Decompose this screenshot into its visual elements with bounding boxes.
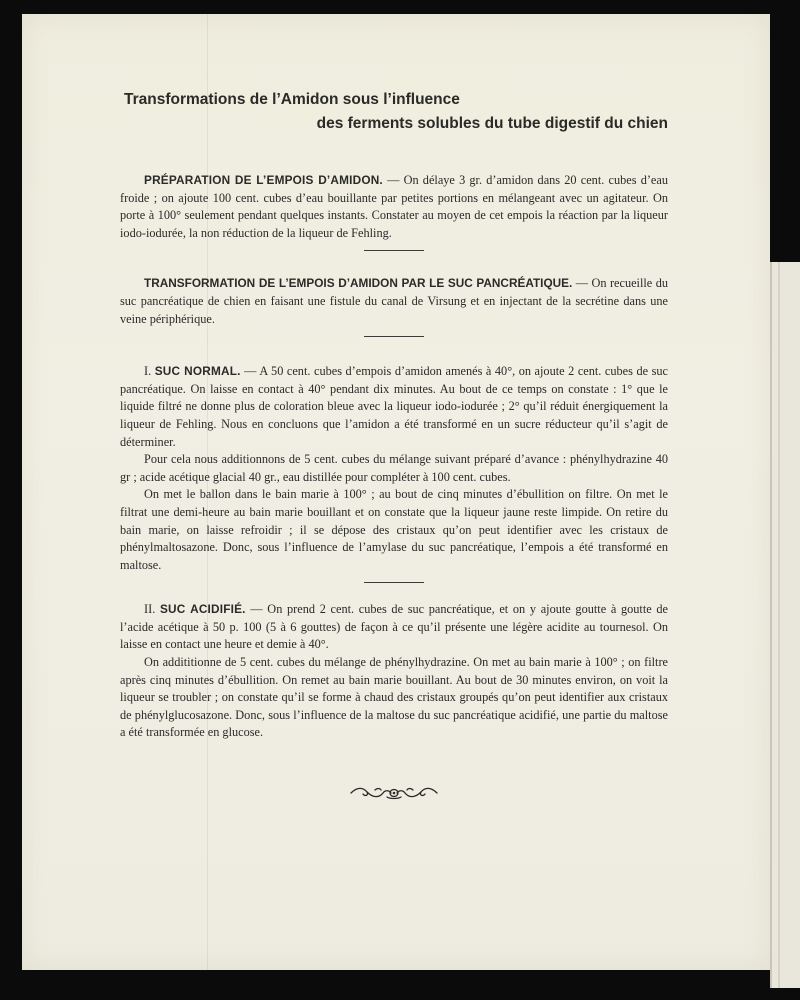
section-text-preparation: — On délaye 3 gr. d’amidon dans 20 cent. cubes d’eau froide ; on ajoute 100 cent. cubes d’eau bouillante par petites portions en mélangeant avec un agitateur. On porte à 100° seulement pendant quelques instants. Constater au moyen de cet empois la réaction par la liqueur iodo-iodurée, la non réduction de la liqueur de Fehling.: [120, 173, 669, 240]
section-heading-suc-normal: SUC NORMAL.: [154, 364, 241, 379]
suc-normal-paragraph-2: Pour cela nous additionnons de 5 cent. cubes du mélange suivant préparé d’avance : phénylhydrazine 40 gr ; acide acétique glacial 40 gr., eau distillée pour compléter à 100 cent. cubes.: [120, 452, 668, 484]
section-number-2: II.: [144, 602, 156, 617]
document-page: [22, 14, 770, 970]
section-transformation: [120, 275, 668, 328]
section-preparation: [120, 172, 668, 242]
title-line-1: Transformations de l’Amidon sous l’influence: [124, 91, 460, 108]
section-suc-normal: [120, 363, 668, 574]
suc-acidifie-paragraph-1: — On prend 2 cent. cubes de suc pancréatique, et on y ajoute goutte à goutte de l’acide acétique à 50 p. 100 (5 à 6 gouttes) de façon à ce qu’il présente une légère acidite au tournesol. On laisse en contact une heure et demie à 40°.: [120, 602, 669, 652]
decorative-fleuron-icon: [349, 784, 439, 802]
back-sheet-edge: [770, 262, 800, 988]
back-sheet-fold: [778, 262, 780, 988]
section-heading-suc-acidifie: SUC ACIDIFIÉ.: [159, 602, 246, 617]
suc-normal-paragraph-1: — A 50 cent. cubes d’empois d’amidon amenés à 40°, on ajoute 2 cent. cubes de suc pancréatique. On laisse en contact à 40° pendant dix minutes. Au bout de ce temps on constate : 1° que le liquide filtré ne donne plus de coloration bleue avec la liqueur iodo-iodurée ; 2° qu’il réduit énergiquement la liqueur de Fehling. Nous en concluons que l’amidon a été transformé en un sucre réducteur qu’il s’agit de déterminer.: [120, 364, 668, 449]
suc-normal-paragraph-3: On met le ballon dans le bain marie à 100° ; au bout de cinq minutes d’ébullition on filtre. On met le filtrat une demi-heure au bain marie bouillant et on constate que la liqueur jaune reste limpide. On retire du bain marie, on laisse refroidir ; il se dépose des cristaux qu’on peut identifier avec les cristaux de phénylmaltosazone. Donc, sous l’influence de l’amylase du suc pancréatique, l’empois a été transformé en maltose.: [120, 487, 668, 572]
section-heading-transformation: TRANSFORMATION DE L’EMPOIS D’AMIDON PAR LE SUC PANCRÉATIQUE.: [144, 276, 573, 291]
suc-acidifie-paragraph-2: On addititionne de 5 cent. cubes du mélange de phénylhydrazine. On met au bain marie à 100° ; on filtre après cinq minutes d’ébullition. On remet au bain marie bouillant. Au bout de 30 minutes environ, on voit la liqueur se troubler ; on constate qu’il se forme à chaud des cristaux groupés qu’on peut identifier aux cristaux de phénylglucosazone. Donc, sous l’influence de la maltose du suc pancréatique acidifié, une partie du maltose a été transformée en glucose.: [120, 655, 668, 740]
section-text-transformation: — On recueille du suc pancréatique de chien en faisant une fistule du canal de Virsung et en injectant de la secrétine dans une veine périphérique.: [120, 276, 668, 326]
section-suc-acidifie: [120, 601, 668, 742]
title-line-2: des ferments solubles du tube digestif du chien: [316, 115, 668, 132]
document-content: [120, 88, 668, 802]
section-heading-preparation: PRÉPARATION DE L’EMPOIS D’AMIDON.: [144, 173, 383, 187]
section-number-1: I.: [144, 364, 152, 379]
